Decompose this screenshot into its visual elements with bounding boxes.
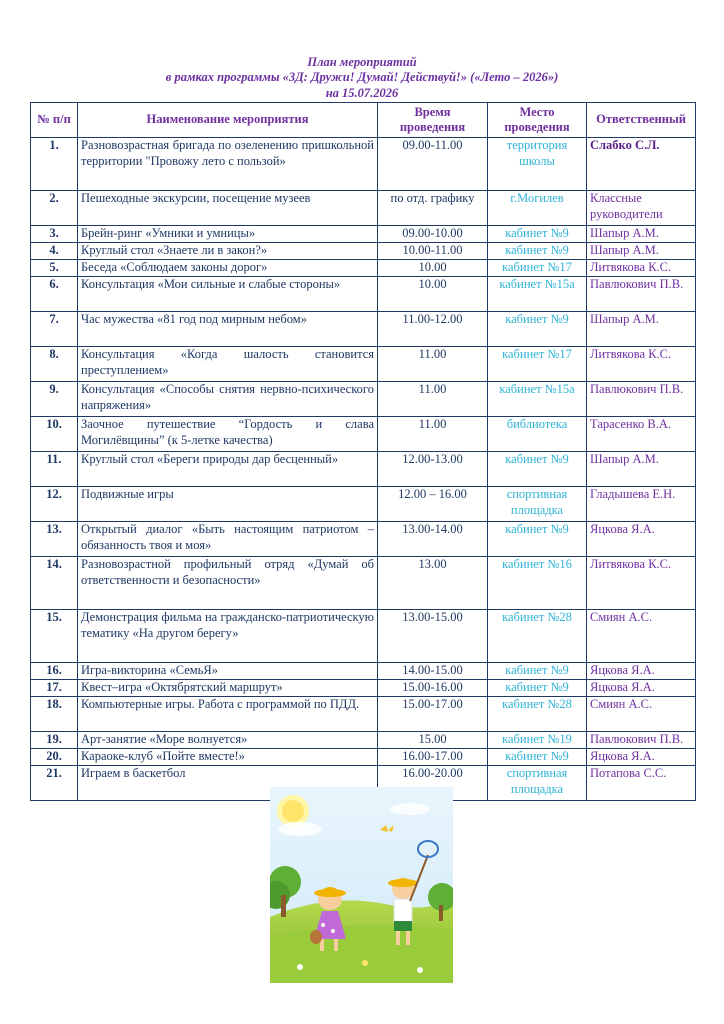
event-time: 11.00 [378, 347, 488, 382]
table-row [31, 138, 696, 191]
table-row [31, 749, 696, 766]
event-responsible: Литвякова К.С. [587, 347, 696, 382]
event-name: Арт-занятие «Море волнуется» [78, 732, 378, 749]
row-number: 10. [31, 417, 78, 452]
event-place: спортивная площадка [488, 487, 587, 522]
row-number: 3. [31, 226, 78, 243]
table-row [31, 312, 696, 347]
table-body [31, 138, 696, 801]
event-time: 11.00 [378, 382, 488, 417]
row-number: 14. [31, 557, 78, 610]
event-time: 10.00-11.00 [378, 243, 488, 260]
event-name: Заочное путешествие “Гордость и слава Могилёвщины” (к 5-летке качества) [78, 417, 378, 452]
event-time: 11.00 [378, 417, 488, 452]
row-number: 15. [31, 610, 78, 663]
row-number: 2. [31, 191, 78, 226]
row-number: 18. [31, 697, 78, 732]
event-name: Играем в баскетбол [78, 766, 378, 801]
row-number: 20. [31, 749, 78, 766]
event-name: Пешеходные экскурсии, посещение музеев [78, 191, 378, 226]
col-header-name: Наименование мероприятия [78, 103, 378, 138]
event-responsible: Шапыр А.М. [587, 452, 696, 487]
event-responsible: Павлюкович П.В. [587, 277, 696, 312]
event-name: Игра-викторина «СемьЯ» [78, 663, 378, 680]
event-place: кабинет №9 [488, 243, 587, 260]
table-row [31, 487, 696, 522]
event-responsible: Яцкова Я.А. [587, 663, 696, 680]
event-time: 16.00-17.00 [378, 749, 488, 766]
table-row [31, 522, 696, 557]
event-time: 11.00-12.00 [378, 312, 488, 347]
event-time: 16.00-20.00 [378, 766, 488, 801]
event-responsible: Потапова С.С. [587, 766, 696, 801]
summer-kids-illustration [270, 787, 453, 983]
table-row [31, 226, 696, 243]
plan-date: на 15.07.2026 [325, 86, 399, 100]
table-row [31, 663, 696, 680]
event-name: Разновозрастной профильный отряд «Думай об ответственности и безопасности» [78, 557, 378, 610]
event-time: 09.00-10.00 [378, 226, 488, 243]
event-place: кабинет №28 [488, 610, 587, 663]
event-name: Брейн-ринг «Умники и умницы» [78, 226, 378, 243]
table-row [31, 680, 696, 697]
plan-title: План мероприятий [307, 55, 417, 69]
event-time: 12.00-13.00 [378, 452, 488, 487]
row-number: 4. [31, 243, 78, 260]
event-name: Компьютерные игры. Работа с программой по ПДД. [78, 697, 378, 732]
col-header-responsible: Ответственный [587, 103, 696, 138]
event-place: территория школы [488, 138, 587, 191]
row-number: 12. [31, 487, 78, 522]
event-place: кабинет №9 [488, 680, 587, 697]
event-responsible: Литвякова К.С. [587, 260, 696, 277]
event-name: Беседа «Соблюдаем законы дорог» [78, 260, 378, 277]
event-time: 13.00 [378, 557, 488, 610]
event-time: 14.00-15.00 [378, 663, 488, 680]
event-time: 09.00-11.00 [378, 138, 488, 191]
event-place: кабинет №28 [488, 697, 587, 732]
event-place: спортивная площадка [488, 766, 587, 801]
row-number: 6. [31, 277, 78, 312]
table-row [31, 610, 696, 663]
event-time: 15.00 [378, 732, 488, 749]
row-number: 5. [31, 260, 78, 277]
event-place: кабинет №16 [488, 557, 587, 610]
table-row [31, 277, 696, 312]
event-name: Круглый стол «Знаете ли в закон?» [78, 243, 378, 260]
event-name: Круглый стол «Береги природы дар бесценный» [78, 452, 378, 487]
event-time: 15.00-17.00 [378, 697, 488, 732]
table-row [31, 417, 696, 452]
event-place: кабинет №17 [488, 347, 587, 382]
event-responsible: Яцкова Я.А. [587, 680, 696, 697]
event-place: кабинет №9 [488, 312, 587, 347]
event-responsible: Павлюкович П.В. [587, 382, 696, 417]
event-name: Консультация «Мои сильные и слабые стороны» [78, 277, 378, 312]
event-responsible: Гладышева Е.Н. [587, 487, 696, 522]
event-responsible: Павлюкович П.В. [587, 732, 696, 749]
table-row [31, 382, 696, 417]
table-row [31, 347, 696, 382]
events-table [30, 102, 696, 801]
event-place: кабинет №9 [488, 452, 587, 487]
col-header-time: Время проведения [378, 103, 488, 138]
row-number: 21. [31, 766, 78, 801]
row-number: 11. [31, 452, 78, 487]
row-number: 9. [31, 382, 78, 417]
event-time: по отд. графику [378, 191, 488, 226]
event-time: 12.00 – 16.00 [378, 487, 488, 522]
event-name: Разновозрастная бригада по озеленению пришкольной территории "Провожу лето с пользой» [78, 138, 378, 191]
table-row [31, 732, 696, 749]
event-time: 15.00-16.00 [378, 680, 488, 697]
event-place: кабинет №9 [488, 749, 587, 766]
table-row [31, 557, 696, 610]
table-row [31, 452, 696, 487]
event-responsible: Тарасенко В.А. [587, 417, 696, 452]
event-place: кабинет №15а [488, 277, 587, 312]
event-name: Демонстрация фильма на гражданско-патриотическую тематику «На другом берегу» [78, 610, 378, 663]
event-responsible: Шапыр А.М. [587, 312, 696, 347]
event-time: 10.00 [378, 260, 488, 277]
table-header-row [31, 103, 696, 138]
event-place: кабинет №9 [488, 663, 587, 680]
table-row [31, 191, 696, 226]
row-number: 1. [31, 138, 78, 191]
col-header-num: № п/п [31, 103, 78, 138]
event-name: Консультация «Способы снятия нервно-психического напряжения» [78, 382, 378, 417]
row-number: 7. [31, 312, 78, 347]
row-number: 8. [31, 347, 78, 382]
event-place: кабинет №15а [488, 382, 587, 417]
event-responsible: Яцкова Я.А. [587, 749, 696, 766]
event-name: Открытый диалог «Быть настоящим патриотом – обязанность твоя и моя» [78, 522, 378, 557]
event-name: Подвижные игры [78, 487, 378, 522]
event-responsible: Литвякова К.С. [587, 557, 696, 610]
event-time: 10.00 [378, 277, 488, 312]
event-place: кабинет №9 [488, 226, 587, 243]
event-name: Квест–игра «Октябрятский маршрут» [78, 680, 378, 697]
event-name: Консультация «Когда шалость становится преступлением» [78, 347, 378, 382]
event-responsible: Шапыр А.М. [587, 243, 696, 260]
event-time: 13.00-15.00 [378, 610, 488, 663]
event-name: Караоке-клуб «Пойте вместе!» [78, 749, 378, 766]
plan-subtitle: в рамках программы «3Д: Дружи! Думай! Действуй!» («Лето – 2026») [165, 70, 559, 84]
event-place: г.Могилев [488, 191, 587, 226]
event-responsible: Шапыр А.М. [587, 226, 696, 243]
event-responsible: Слабко С.Л. [587, 138, 696, 191]
event-responsible: Классные руководители [587, 191, 696, 226]
table-row [31, 260, 696, 277]
event-responsible: Смиян А.С. [587, 697, 696, 732]
event-place: библиотека [488, 417, 587, 452]
row-number: 16. [31, 663, 78, 680]
row-number: 19. [31, 732, 78, 749]
event-responsible: Смиян А.С. [587, 610, 696, 663]
event-place: кабинет №17 [488, 260, 587, 277]
event-place: кабинет №19 [488, 732, 587, 749]
col-header-place: Место проведения [488, 103, 587, 138]
event-name: Час мужества «81 год под мирным небом» [78, 312, 378, 347]
event-responsible: Яцкова Я.А. [587, 522, 696, 557]
table-row [31, 243, 696, 260]
event-place: кабинет №9 [488, 522, 587, 557]
table-row [31, 697, 696, 732]
row-number: 17. [31, 680, 78, 697]
row-number: 13. [31, 522, 78, 557]
event-time: 13.00-14.00 [378, 522, 488, 557]
